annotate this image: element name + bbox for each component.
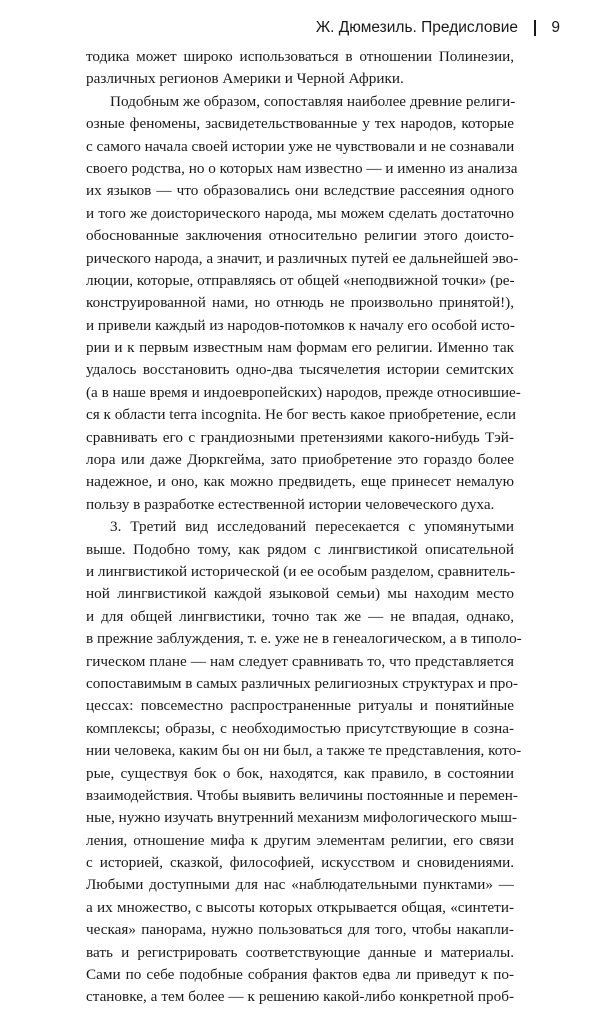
text-line: рического народа, а значит, и различных путей ее дальнейшей эво- [86, 249, 519, 267]
page-number: 9 [551, 19, 560, 36]
text-line: цессах: повсеместно распространенные ритуалы и понятийные [86, 697, 514, 715]
text-line: с самого начала своей истории уже не чувствовали и не сознавали [86, 137, 515, 155]
text-line: пользу в разработке естественной истории человеческого духа. [86, 495, 495, 513]
text-line: и привели каждый из народов-потомков к началу его особой исто- [86, 316, 515, 334]
text-line: сравнивать его с грандиозными претензиями какого-нибудь Тэй- [86, 428, 514, 446]
text-line: в прежние заблуждения, т. е. уже не в генеалогическом, а в типоло- [86, 630, 522, 648]
text-line: конструированной нами, но отнюдь не произвольно принятой!), [86, 294, 514, 312]
text-line: (а в наше время и индоевропейских) народов, прежде относившие- [86, 383, 521, 401]
text-line: лора или даже Дюркгейма, зато приобретение это гораздо более [86, 451, 514, 469]
text-line: взаимодействия. Чтобы выявить величины постоянные и перемен- [86, 786, 518, 804]
running-head-separator [534, 20, 536, 36]
text-line: вать и регистрировать соответствующие данные и материалы. [86, 943, 514, 961]
text-line: и для общей лингвистики, точно так же — не впадая, однако, [86, 607, 514, 625]
text-line: различных регионов Америки и Черной Африки. [86, 70, 404, 88]
text-line: Сами по себе подобные собрания фактов едва ли приведут к по- [86, 966, 514, 984]
text-line: обоснованные заключения относительно религии этого доисто- [86, 227, 514, 245]
text-line: удалось восстановить одно-два тысячелетия истории семитских [86, 361, 514, 379]
text-line: сопоставимым в самых различных религиозных структурах и про- [86, 674, 518, 692]
text-line: Любыми доступными для нас «наблюдательными пунктами» — [86, 876, 514, 894]
running-head [0, 17, 600, 41]
text-line: рии и к первым известным нам формам его религии. Именно так [86, 339, 514, 357]
text-line: люции, которые, отправляясь от общей «неподвижной точки» (ре- [86, 271, 515, 289]
text-line: выше. Подобно тому, как рядом с лингвистикой описательной [86, 540, 514, 558]
text-line: озные феномены, засвидетельствованные у тех народов, которые [86, 115, 514, 133]
text-line: их языков — что образовались они вследствие рассеяния одного [86, 182, 514, 200]
text-line: 3. Третий вид исследований пересекается с упомянутыми [110, 518, 514, 536]
text-line: с историей, сказкой, философией, искусством и сновидениями. [86, 854, 514, 872]
text-line: тодика может широко использоваться в отношении Полинезии, [86, 48, 514, 65]
text-line: а их множество, с высоты которых открывается общая, «синтети- [86, 898, 514, 916]
text-line: ной лингвистикой каждой языковой семьи) мы находим место [86, 585, 514, 603]
text-line: и того же доисторического народа, мы можем сделать достаточно [86, 204, 514, 222]
text-line: ся к области terra incognita. Не бог весть какое приобретение, если [86, 406, 516, 424]
text-line: комплексы; образы, с необходимостью присутствующие в созна- [86, 719, 514, 737]
text-line: ные, нужно изучать внутренний механизм мифологического мыш- [86, 809, 518, 827]
text-line: своего родства, но о которых нам известно — и именно из анализа [86, 159, 518, 177]
text-line: становке, а тем более — к решению какой-либо конкретной проб- [86, 988, 514, 1006]
body-text [86, 46, 522, 1009]
text-line: Подобным же образом, сопоставляя наиболее древние религи- [110, 92, 516, 110]
text-line: гическом плане — нам следует сравнивать то, что представляется [86, 652, 514, 670]
text-line: нии человека, каким бы он ни был, а также те представления, кото- [86, 742, 522, 760]
text-line: ческая» панорама, нужно пользоваться для того, чтобы накапли- [86, 921, 514, 939]
text-line: и лингвистикой исторической (и ее особым разделом, сравнитель- [86, 562, 516, 580]
running-head-title: Ж. Дюмезиль. Предисловие [315, 19, 518, 36]
text-line: рые, существуя бок о бок, находятся, как правило, в состоянии [86, 764, 514, 782]
text-line: ления, отношение мифа к другим элементам религии, его связи [86, 831, 514, 849]
text-line: надежное, и оно, как можно предвидеть, еще принесет немалую [86, 473, 514, 491]
